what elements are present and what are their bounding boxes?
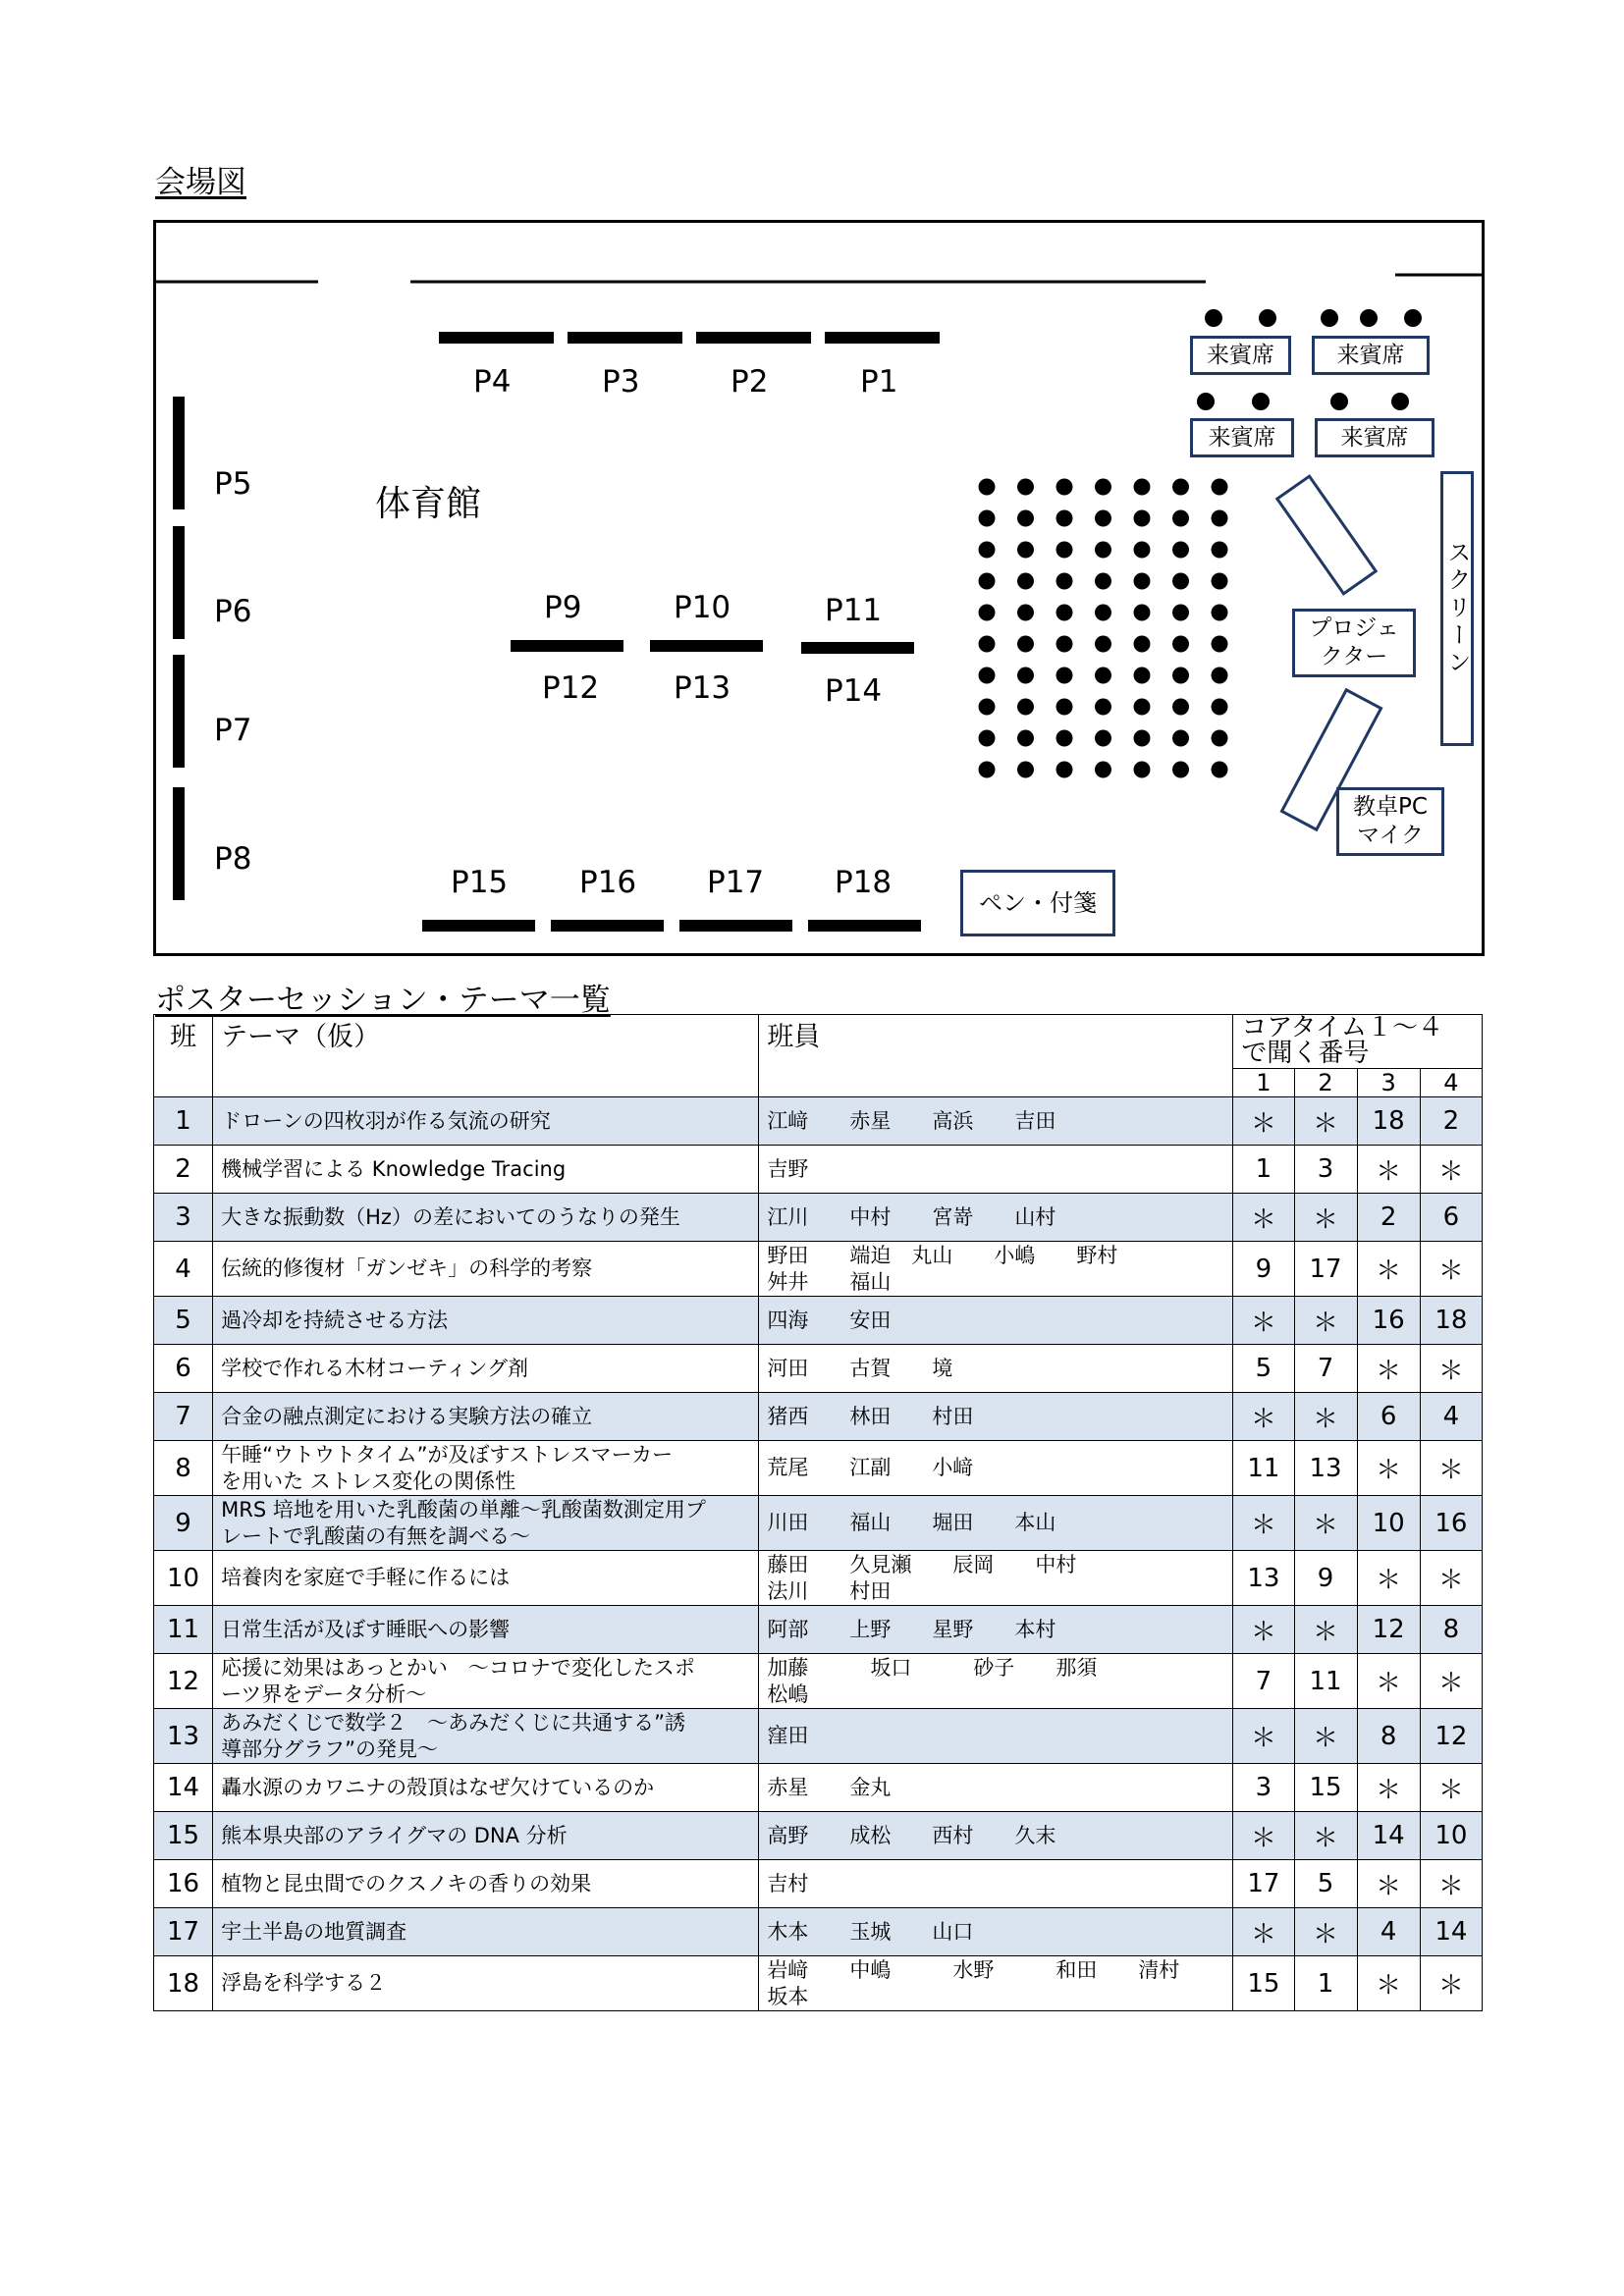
booth-label-p11: P11 <box>825 593 883 628</box>
audience-chair-dot <box>1095 699 1111 716</box>
audience-chair-dot <box>1134 730 1151 747</box>
audience-chair-dot <box>1017 542 1034 559</box>
core-slot-1-cell: ＊ <box>1233 1812 1294 1860</box>
members-cell: 加藤 坂口 砂子 那須 松嶋 <box>759 1654 1233 1709</box>
core-slot-3-cell: 10 <box>1357 1496 1420 1551</box>
table-row <box>154 1956 1483 2011</box>
audience-chair-dot <box>1172 479 1189 496</box>
audience-chair-dot <box>1172 730 1189 747</box>
audience-chair-dot <box>1172 605 1189 621</box>
table-row <box>154 1551 1483 1606</box>
core-slot-4-cell: 6 <box>1420 1194 1482 1242</box>
booth-label-p16: P16 <box>579 865 637 900</box>
group-number-cell: 16 <box>154 1860 213 1908</box>
table-row <box>154 1441 1483 1496</box>
table-row <box>154 1812 1483 1860</box>
core-slot-4-cell: 10 <box>1420 1812 1482 1860</box>
audience-chair-dot <box>1017 510 1034 527</box>
booth-label-p8: P8 <box>214 841 252 877</box>
audience-chair-dot <box>1017 605 1034 621</box>
audience-chair-dot <box>1134 762 1151 778</box>
core-slot-4-cell: 16 <box>1420 1496 1482 1551</box>
audience-chair-dot <box>979 636 996 653</box>
core-slot-2-cell: ＊ <box>1294 1393 1357 1441</box>
audience-chair-dot <box>979 605 996 621</box>
core-slot-2-cell: 17 <box>1294 1242 1357 1297</box>
audience-chair-dot <box>1056 762 1073 778</box>
core-slot-3-cell: ＊ <box>1357 1146 1420 1194</box>
header-slot-3: 3 <box>1357 1069 1420 1097</box>
core-slot-1-cell: 9 <box>1233 1242 1294 1297</box>
audience-chair-dot <box>1056 730 1073 747</box>
core-slot-4-cell: ＊ <box>1420 1146 1482 1194</box>
table-row <box>154 1146 1483 1194</box>
map-frame <box>155 222 1484 955</box>
core-slot-3-cell: ＊ <box>1357 1551 1420 1606</box>
core-slot-4-cell: ＊ <box>1420 1242 1482 1297</box>
core-slot-3-cell: 14 <box>1357 1812 1420 1860</box>
audience-chair-dot <box>1017 667 1034 684</box>
audience-chair-dot <box>1212 573 1228 590</box>
core-slot-3-cell: 2 <box>1357 1194 1420 1242</box>
audience-chair-dot <box>1212 762 1228 778</box>
theme-cell: 伝統的修復材「ガンゼキ」の科学的考察 <box>213 1242 759 1297</box>
core-slot-2-cell: ＊ <box>1294 1606 1357 1654</box>
table-row <box>154 1242 1483 1297</box>
audience-chair-dot <box>1134 542 1151 559</box>
booth-bar-p15 <box>422 920 535 932</box>
audience-chair-dot <box>1134 605 1151 621</box>
core-slot-1-cell: 17 <box>1233 1860 1294 1908</box>
booth-bar-p6 <box>173 526 185 639</box>
core-slot-4-cell: 8 <box>1420 1606 1482 1654</box>
theme-cell: 応援に効果はあっとかい ～コロナで変化したスポ ーツ界をデータ分析～ <box>213 1654 759 1709</box>
members-cell: 河田 古賀 境 <box>759 1345 1233 1393</box>
core-slot-2-cell: ＊ <box>1294 1297 1357 1345</box>
audience-chair-dot <box>1134 699 1151 716</box>
members-cell: 木本 玉城 山口 <box>759 1908 1233 1956</box>
core-slot-3-cell: 4 <box>1357 1908 1420 1956</box>
audience-chair-dot <box>1212 730 1228 747</box>
members-cell: 川田 福山 堀田 本山 <box>759 1496 1233 1551</box>
group-number-cell: 6 <box>154 1345 213 1393</box>
core-slot-1-cell: ＊ <box>1233 1393 1294 1441</box>
members-cell: 岩﨑 中嶋 水野 和田 清村 坂本 <box>759 1956 1233 2011</box>
core-slot-2-cell: ＊ <box>1294 1908 1357 1956</box>
projector-table-upper <box>1277 476 1376 594</box>
audience-chair-dot <box>1056 573 1073 590</box>
audience-chair-dot <box>1134 636 1151 653</box>
supplies-box: ペン・付箋 <box>960 870 1115 936</box>
core-slot-3-cell: ＊ <box>1357 1242 1420 1297</box>
core-slot-2-cell: 13 <box>1294 1441 1357 1496</box>
booth-label-p14: P14 <box>825 673 883 709</box>
audience-chair-dot <box>1095 605 1111 621</box>
core-slot-4-cell: ＊ <box>1420 1860 1482 1908</box>
theme-cell: 日常生活が及ぼす睡眠への影響 <box>213 1606 759 1654</box>
group-number-cell: 2 <box>154 1146 213 1194</box>
group-number-cell: 5 <box>154 1297 213 1345</box>
audience-chair-dot <box>979 510 996 527</box>
theme-cell: 培養肉を家庭で手軽に作るには <box>213 1551 759 1606</box>
audience-chair-dot <box>979 762 996 778</box>
booth-label-p13: P13 <box>674 670 731 706</box>
table-row <box>154 1345 1483 1393</box>
header-theme: テーマ（仮） <box>213 1015 759 1097</box>
screen-label: スクリーン <box>1443 540 1471 677</box>
audience-chair-dot <box>1017 636 1034 653</box>
booth-bar-p11-p14 <box>801 642 914 654</box>
audience-chair-dot <box>1172 542 1189 559</box>
map-heading: 会場図 <box>155 165 246 200</box>
members-cell: 野田 端迫 丸山 小嶋 野村 舛井 福山 <box>759 1242 1233 1297</box>
core-slot-2-cell: ＊ <box>1294 1194 1357 1242</box>
teacher-desk-box: 教卓PC マイク <box>1336 787 1444 856</box>
audience-chair-dot <box>1134 510 1151 527</box>
table-row <box>154 1764 1483 1812</box>
booth-label-p4: P4 <box>473 364 512 400</box>
booth-bar-p4 <box>439 332 554 344</box>
audience-chair-dot <box>979 667 996 684</box>
theme-cell: あみだくじで数学２ ～あみだくじに共通する”誘 導部分グラフ”の発見～ <box>213 1709 759 1764</box>
theme-cell: 宇土半島の地質調査 <box>213 1908 759 1956</box>
booth-bar-p5 <box>173 397 185 509</box>
members-cell: 猪西 林田 村田 <box>759 1393 1233 1441</box>
core-slot-3-cell: 6 <box>1357 1393 1420 1441</box>
booth-label-p7: P7 <box>214 713 252 748</box>
group-number-cell: 13 <box>154 1709 213 1764</box>
table-row <box>154 1496 1483 1551</box>
table-row <box>154 1097 1483 1146</box>
core-slot-2-cell: ＊ <box>1294 1496 1357 1551</box>
audience-chair-dot <box>1017 573 1034 590</box>
audience-chair-dot <box>979 699 996 716</box>
theme-cell: 合金の融点測定における実験方法の確立 <box>213 1393 759 1441</box>
booth-label-p1: P1 <box>860 364 898 400</box>
table-row <box>154 1393 1483 1441</box>
header-slot-4: 4 <box>1420 1069 1482 1097</box>
members-cell: 窪田 <box>759 1709 1233 1764</box>
booth-label-p12: P12 <box>542 670 600 706</box>
theme-heading: ポスターセッション・テーマ一覧 <box>155 983 611 1018</box>
core-slot-4-cell: 18 <box>1420 1297 1482 1345</box>
booth-bar-p2 <box>696 332 811 344</box>
guest-seat-box-2: 来賓席 <box>1312 336 1430 375</box>
booth-label-p6: P6 <box>214 594 252 629</box>
core-slot-2-cell: 11 <box>1294 1654 1357 1709</box>
table-row <box>154 1860 1483 1908</box>
core-slot-2-cell: 9 <box>1294 1551 1357 1606</box>
header-slot-1: 1 <box>1233 1069 1294 1097</box>
theme-table <box>153 1014 1483 2011</box>
booth-label-p9: P9 <box>544 590 582 625</box>
audience-chair-dot <box>1056 667 1073 684</box>
core-slot-3-cell: ＊ <box>1357 1345 1420 1393</box>
screen-box <box>1440 471 1474 746</box>
header-slot-2: 2 <box>1294 1069 1357 1097</box>
guest-seat-box-4: 来賓席 <box>1315 418 1435 457</box>
group-number-cell: 10 <box>154 1551 213 1606</box>
core-slot-1-cell: 7 <box>1233 1654 1294 1709</box>
audience-chair-dot <box>1017 479 1034 496</box>
core-slot-4-cell: ＊ <box>1420 1345 1482 1393</box>
core-slot-1-cell: 11 <box>1233 1441 1294 1496</box>
audience-chair-dot <box>1212 479 1228 496</box>
core-slot-1-cell: ＊ <box>1233 1194 1294 1242</box>
theme-cell: MRS 培地を用いた乳酸菌の単離～乳酸菌数測定用プ レートで乳酸菌の有無を調べる～ <box>213 1496 759 1551</box>
audience-chair-dot <box>1172 699 1189 716</box>
core-slot-2-cell: ＊ <box>1294 1709 1357 1764</box>
group-number-cell: 3 <box>154 1194 213 1242</box>
booth-label-p17: P17 <box>707 865 765 900</box>
core-slot-3-cell: ＊ <box>1357 1441 1420 1496</box>
core-slot-4-cell: ＊ <box>1420 1956 1482 2011</box>
theme-cell: 浮島を科学する２ <box>213 1956 759 2011</box>
audience-chair-dot <box>1172 636 1189 653</box>
audience-chair-dot <box>1095 667 1111 684</box>
core-slot-1-cell: ＊ <box>1233 1297 1294 1345</box>
audience-chair-dot <box>1172 510 1189 527</box>
header-core-time: コアタイム１～４ で聞く番号 <box>1233 1015 1483 1069</box>
audience-chair-dot <box>1134 573 1151 590</box>
core-slot-4-cell: ＊ <box>1420 1441 1482 1496</box>
booth-label-p10: P10 <box>674 590 731 625</box>
theme-cell: 植物と昆虫間でのクスノキの香りの効果 <box>213 1860 759 1908</box>
audience-chair-dot <box>1172 573 1189 590</box>
booth-bar-p3 <box>568 332 682 344</box>
core-slot-4-cell: ＊ <box>1420 1654 1482 1709</box>
audience-chair-dot <box>1017 762 1034 778</box>
core-slot-1-cell: 3 <box>1233 1764 1294 1812</box>
members-cell: 赤星 金丸 <box>759 1764 1233 1812</box>
audience-chair-dot <box>979 542 996 559</box>
audience-chair-dot <box>1017 730 1034 747</box>
audience-chair-dot <box>979 730 996 747</box>
audience-chair-dot <box>1172 667 1189 684</box>
core-slot-1-cell: 15 <box>1233 1956 1294 2011</box>
members-cell: 吉村 <box>759 1860 1233 1908</box>
members-cell: 高野 成松 西村 久末 <box>759 1812 1233 1860</box>
booth-label-p3: P3 <box>602 364 640 400</box>
header-members: 班員 <box>759 1015 1233 1097</box>
group-number-cell: 11 <box>154 1606 213 1654</box>
booth-bar-p8 <box>173 787 185 900</box>
theme-cell: ドローンの四枚羽が作る気流の研究 <box>213 1097 759 1146</box>
members-cell: 藤田 久見瀬 辰岡 中村 法川 村田 <box>759 1551 1233 1606</box>
audience-chair-dot <box>1095 510 1111 527</box>
core-slot-4-cell: 4 <box>1420 1393 1482 1441</box>
members-cell: 四海 安田 <box>759 1297 1233 1345</box>
core-slot-2-cell: 1 <box>1294 1956 1357 2011</box>
core-slot-1-cell: 1 <box>1233 1146 1294 1194</box>
core-slot-4-cell: ＊ <box>1420 1551 1482 1606</box>
audience-chair-dot <box>979 573 996 590</box>
core-slot-2-cell: 15 <box>1294 1764 1357 1812</box>
theme-cell: 過冷却を持続させる方法 <box>213 1297 759 1345</box>
core-slot-2-cell: 5 <box>1294 1860 1357 1908</box>
core-slot-2-cell: ＊ <box>1294 1812 1357 1860</box>
core-slot-1-cell: ＊ <box>1233 1496 1294 1551</box>
audience-chair-dot <box>979 479 996 496</box>
audience-chair-dot <box>1095 542 1111 559</box>
audience-chair-dot <box>1212 699 1228 716</box>
booth-bar-p17 <box>679 920 792 932</box>
members-cell: 江﨑 赤星 高浜 吉田 <box>759 1097 1233 1146</box>
group-number-cell: 18 <box>154 1956 213 2011</box>
core-slot-1-cell: ＊ <box>1233 1908 1294 1956</box>
group-number-cell: 8 <box>154 1441 213 1496</box>
booth-bar-p7 <box>173 655 185 768</box>
audience-chair-dot <box>1212 667 1228 684</box>
audience-chair-dot <box>1095 636 1111 653</box>
group-number-cell: 4 <box>154 1242 213 1297</box>
audience-chair-dot <box>1212 605 1228 621</box>
core-slot-3-cell: ＊ <box>1357 1654 1420 1709</box>
audience-chair-dot <box>1056 542 1073 559</box>
theme-cell: 機械学習による Knowledge Tracing <box>213 1146 759 1194</box>
theme-cell: 轟水源のカワニナの殻頂はなぜ欠けているのか <box>213 1764 759 1812</box>
theme-cell: 大きな振動数（Hz）の差においてのうなりの発生 <box>213 1194 759 1242</box>
theme-cell: 午睡“ウトウトタイム”が及ぼすストレスマーカー を用いた ストレス変化の関係性 <box>213 1441 759 1496</box>
group-number-cell: 9 <box>154 1496 213 1551</box>
booth-bar-p16 <box>551 920 664 932</box>
audience-chair-dot <box>1056 479 1073 496</box>
core-slot-2-cell: 7 <box>1294 1345 1357 1393</box>
core-slot-1-cell: ＊ <box>1233 1097 1294 1146</box>
table-row <box>154 1908 1483 1956</box>
group-number-cell: 17 <box>154 1908 213 1956</box>
audience-chair-dot <box>1095 730 1111 747</box>
guest-seat-box-3: 来賓席 <box>1190 418 1294 457</box>
core-slot-4-cell: ＊ <box>1420 1764 1482 1812</box>
booth-label-p5: P5 <box>214 466 252 502</box>
core-slot-1-cell: ＊ <box>1233 1606 1294 1654</box>
floor-map-drawing <box>153 220 1485 956</box>
table-row <box>154 1297 1483 1345</box>
gym-label: 体育館 <box>375 484 482 524</box>
members-cell: 吉野 <box>759 1146 1233 1194</box>
table-row <box>154 1654 1483 1709</box>
group-number-cell: 14 <box>154 1764 213 1812</box>
audience-chair-dot <box>1095 573 1111 590</box>
projector-box: プロジェ クター <box>1292 609 1416 677</box>
audience-chair-dot <box>1212 542 1228 559</box>
core-slot-2-cell: ＊ <box>1294 1097 1357 1146</box>
core-slot-1-cell: 5 <box>1233 1345 1294 1393</box>
core-slot-1-cell: ＊ <box>1233 1709 1294 1764</box>
booth-bar-p9-p12 <box>511 640 623 652</box>
core-slot-4-cell: 2 <box>1420 1097 1482 1146</box>
core-slot-3-cell: ＊ <box>1357 1764 1420 1812</box>
members-cell: 荒尾 江副 小﨑 <box>759 1441 1233 1496</box>
group-number-cell: 1 <box>154 1097 213 1146</box>
group-number-cell: 7 <box>154 1393 213 1441</box>
audience-chair-dot <box>1134 479 1151 496</box>
audience-chair-dot <box>1056 605 1073 621</box>
audience-chair-dot <box>1212 510 1228 527</box>
table-row <box>154 1606 1483 1654</box>
guest-seat-box-1: 来賓席 <box>1190 336 1291 375</box>
booth-label-p2: P2 <box>731 364 769 400</box>
core-slot-4-cell: 12 <box>1420 1709 1482 1764</box>
table-row <box>154 1709 1483 1764</box>
group-number-cell: 12 <box>154 1654 213 1709</box>
booth-bar-p18 <box>808 920 921 932</box>
core-slot-3-cell: ＊ <box>1357 1956 1420 2011</box>
booth-label-p18: P18 <box>835 865 893 900</box>
core-slot-1-cell: 13 <box>1233 1551 1294 1606</box>
audience-chair-dot <box>1056 510 1073 527</box>
audience-chair-dot <box>1056 636 1073 653</box>
core-slot-3-cell: 16 <box>1357 1297 1420 1345</box>
booth-bar-p10-p13 <box>650 640 763 652</box>
core-slot-3-cell: 12 <box>1357 1606 1420 1654</box>
audience-chair-dot <box>1017 699 1034 716</box>
audience-chair-dot <box>1172 762 1189 778</box>
members-cell: 江川 中村 宮嵜 山村 <box>759 1194 1233 1242</box>
audience-chair-dot <box>1212 636 1228 653</box>
theme-cell: 学校で作れる木材コーティング剤 <box>213 1345 759 1393</box>
theme-cell: 熊本県央部のアライグマの DNA 分析 <box>213 1812 759 1860</box>
audience-chair-dot <box>1134 667 1151 684</box>
audience-chair-dot <box>1095 479 1111 496</box>
core-slot-3-cell: 8 <box>1357 1709 1420 1764</box>
booth-label-p15: P15 <box>451 865 509 900</box>
header-group: 班 <box>154 1015 213 1097</box>
audience-chair-dot <box>1095 762 1111 778</box>
audience-chair-dot <box>1056 699 1073 716</box>
table-row <box>154 1194 1483 1242</box>
group-number-cell: 15 <box>154 1812 213 1860</box>
core-slot-4-cell: 14 <box>1420 1908 1482 1956</box>
core-slot-3-cell: ＊ <box>1357 1860 1420 1908</box>
booth-bar-p1 <box>825 332 940 344</box>
core-slot-3-cell: 18 <box>1357 1097 1420 1146</box>
core-slot-2-cell: 3 <box>1294 1146 1357 1194</box>
members-cell: 阿部 上野 星野 本村 <box>759 1606 1233 1654</box>
floor-map <box>153 220 1485 956</box>
audience-chairs <box>979 479 1228 778</box>
